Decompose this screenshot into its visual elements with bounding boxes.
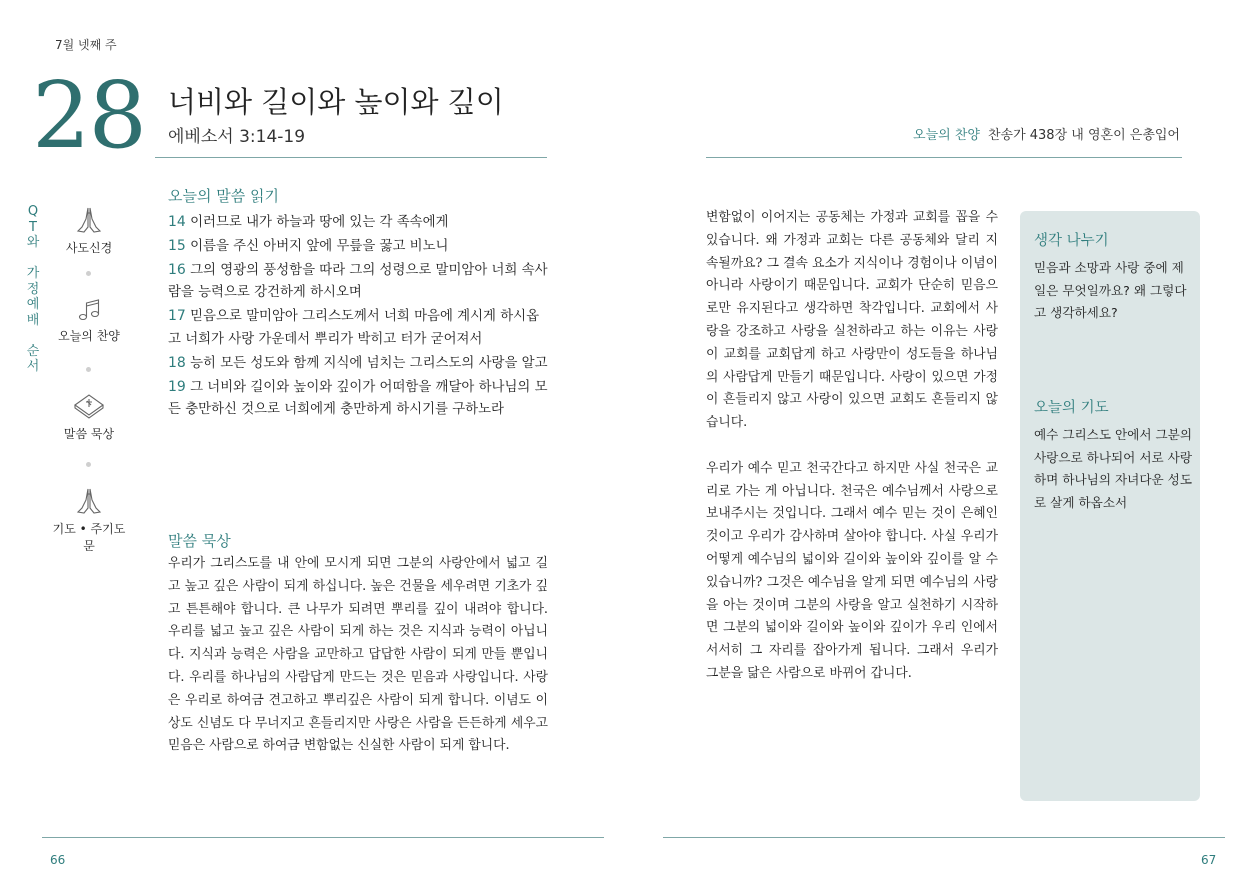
verse-number: 14 <box>168 214 186 230</box>
page-number-right: 67 <box>1201 853 1217 867</box>
hymn-text: 찬송가 438장 내 영혼이 은총입어 <box>987 128 1180 143</box>
step-meditation <box>49 391 129 442</box>
paragraph: 변함없이 이어지는 공동체는 가정과 교회를 꼽을 수 있습니다. 왜 가정과 교회는 다른 공동체와 달리 지속될까요? 그 결속 요소가 지식이나 경험이나 이념이 아니라 사랑이기 때문입니다. 교회가 단순히 믿음으로만 유지된다고 생각하면 착각입니다. 교회에서 사랑을 강조하고 사랑을 실천하라고 하는 이유는 사랑이 교회를 교회답게 하고 사랑만이 성도들을 하나님의 사람답게 만들기 때문입니다. 사랑이 있으면 가정이 흔들리지 않고 사랑이 있으면 교회도 흔들리지 않습니다. <box>706 210 998 431</box>
praying-hands-icon <box>74 486 104 516</box>
page-title: 너비와 길이와 높이와 깊이 <box>168 85 504 119</box>
verse: 15 이름을 주신 아버지 앞에 무릎을 꿇고 비노니 <box>168 237 449 254</box>
scripture-reference: 에베소서 3:14-19 <box>168 127 306 147</box>
hymn-info <box>913 124 1180 143</box>
verse-number: 19 <box>168 378 186 395</box>
verse: 17 믿음으로 말미암아 그리스도께서 너희 마음에 계시게 하시옵고 너희가 사랑 가운데서 뿌리가 박히고 터가 굳어져서 <box>168 308 540 347</box>
step-separator <box>86 271 91 276</box>
step-separator <box>86 367 91 372</box>
footer-divider-right <box>663 837 1225 838</box>
meditation-text: 우리가 그리스도를 내 안에 모시게 되면 그분의 사랑안에서 넓고 길고 높고 깊은 사람이 되게 하십니다. 높은 건물을 세우려면 기초가 깊고 튼튼해야 합니다. 큰 나무가 되려면 뿌리를 깊이 내려야 합니다. 우리를 넓고 높고 깊은 사람이 되게 하는 것은 지식과 능력이 아닙니다. 지식과 능력은 사람을 교만하고 답답한 사람이 되게 만들 뿐입니다. 우리를 하나님의 사람답게 만드는 것은 믿음과 사랑입니다. 사랑은 우리로 하여금 견고하고 뿌리깊은 사람이 되게 합니다. 이념도 이상도 신념도 다 무너지고 흔들리지만 사랑은 사람을 든든하게 세우고 믿음은 사람으로 하여금 변함없는 신실한 사람이 되게 합니다. <box>168 556 548 754</box>
verse: 14 이러므로 내가 하늘과 땅에 있는 각 족속에게 <box>168 214 449 230</box>
verse: 19 그 너비와 길이와 높이와 깊이가 어떠함을 깨달아 하나님의 모든 충만하신 것으로 너희에게 충만하게 하시기를 구하노라 <box>168 378 548 418</box>
week-label: 7월 넷째 주 <box>55 38 117 52</box>
verse: 18 능히 모든 성도와 함께 지식에 넘치는 그리스도의 사랑을 알고 <box>168 354 548 371</box>
meditation-heading: 말씀 묵상 <box>168 532 231 550</box>
step-label: 기도 • 주기도문 <box>52 522 126 553</box>
page-number-left: 66 <box>50 853 66 867</box>
music-note-icon <box>76 297 102 323</box>
header-divider-left <box>155 157 547 158</box>
step-label: 말씀 묵상 <box>63 427 115 441</box>
prayer-heading: 오늘의 기도 <box>1034 400 1109 416</box>
share-heading: 생각 나누기 <box>1034 233 1109 249</box>
verse-number: 16 <box>168 261 186 278</box>
scripture-verses <box>168 211 548 422</box>
verse-number: 18 <box>168 354 186 371</box>
paragraph: 우리가 예수 믿고 천국간다고 하지만 사실 천국은 교리로 가는 게 아닙니다. 천국은 예수님께서 사랑으로 보내주시는 것입니다. 그래서 예수 믿는 것이 은혜인 것이고 우리가 감사하며 살아야 합니다. 사실 우리가 어떻게 예수님의 넓이와 길이와 높이와 깊이를 알 수 있습니까? 그것은 예수님을 알게 되면 예수님의 사랑을 아는 것이며 그분의 사랑을 알고 실천하기 시작하면 그분의 넓이와 길이와 높이와 깊이가 우리 인에서 서서히 그 자리를 잡아가게 됩니다. 그래서 우리가 그분을 닮은 사람으로 바뀌어 갑니다. <box>706 460 998 681</box>
discussion-prayer-box <box>1020 211 1200 801</box>
hymn-label: 오늘의 찬양 <box>913 128 980 143</box>
qt-order-vertical-label: Q T 와 가 정 예 배 순 서 <box>26 204 40 374</box>
share-question: 믿음과 소망과 사랑 중에 제일은 무엇일까요? 왜 그렇다고 생각하세요? <box>1034 260 1187 320</box>
verse-number: 17 <box>168 308 186 325</box>
verse-number: 15 <box>168 237 186 254</box>
bible-icon <box>72 391 106 421</box>
step-label: 사도신경 <box>65 241 113 255</box>
step-label: 오늘의 찬양 <box>58 329 120 343</box>
prayer-text: 예수 그리스도 안에서 그분의 사랑으로 하나되어 서로 사랑하며 하나님의 자녀다운 성도로 살게 하옵소서 <box>1034 427 1192 510</box>
reading-heading: 오늘의 말씀 읽기 <box>168 187 279 205</box>
step-separator <box>86 462 91 467</box>
day-number: 28 <box>32 62 146 169</box>
header-divider-right <box>706 157 1182 158</box>
verse: 16 그의 영광의 풍성함을 따라 그의 성령으로 말미암아 너희 속사람을 능력으로 강건하게 하시오며 <box>168 261 548 301</box>
praying-hands-icon <box>74 205 104 235</box>
footer-divider-left <box>42 837 604 838</box>
step-hymn <box>49 297 129 344</box>
step-prayer <box>49 486 129 554</box>
meditation-continued <box>706 207 998 686</box>
step-creed <box>49 205 129 256</box>
